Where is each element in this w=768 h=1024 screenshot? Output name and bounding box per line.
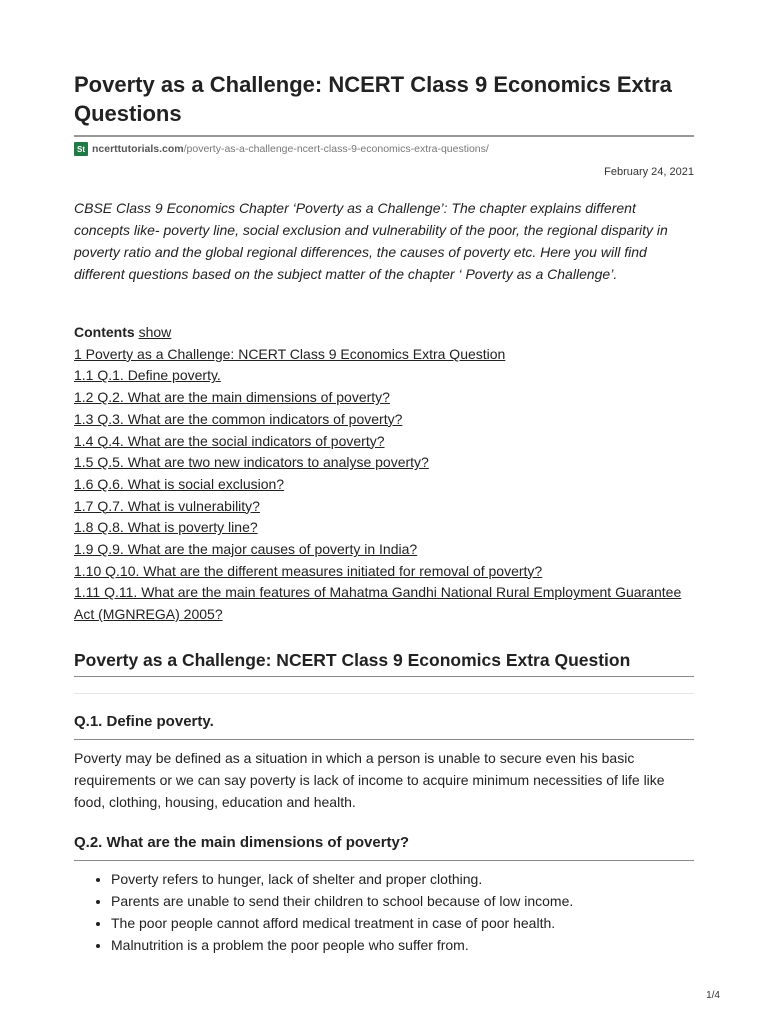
toc-item-1-7[interactable]: 1.7 Q.7. What is vulnerability? — [74, 497, 260, 514]
page-number: 1/4 — [706, 990, 720, 1001]
q2-bullet-list — [74, 868, 731, 956]
list-item: • Parents are unable to send their children to school because of low income. — [111, 890, 731, 912]
q1-heading: Q.1. Define poverty. — [74, 713, 214, 730]
publish-date: February 24, 2021 — [604, 166, 694, 178]
toc-item-1-1[interactable]: 1.1 Q.1. Define poverty. — [74, 367, 221, 384]
toc-item-1[interactable]: 1 Poverty as a Challenge: NCERT Class 9 Economics Extra Question — [74, 345, 506, 362]
source-path: /poverty-as-a-challenge-ncert-class-9-economics-extra-questions/ — [183, 143, 489, 155]
q1-divider — [74, 739, 694, 740]
section-divider — [74, 676, 694, 677]
toc-item-1-2[interactable]: 1.2 Q.2. What are the main dimensions of poverty? — [74, 389, 390, 406]
site-logo-icon: St — [74, 142, 88, 156]
toc-item-1-6[interactable]: 1.6 Q.6. What is social exclusion? — [74, 475, 285, 492]
section-heading: Poverty as a Challenge: NCERT Class 9 Economics Extra Question — [74, 650, 631, 670]
toc-item-1-3[interactable]: 1.3 Q.3. What are the common indicators of poverty? — [74, 410, 403, 427]
contents-show-link[interactable]: show — [138, 324, 172, 340]
intro-paragraph: CBSE Class 9 Economics Chapter ‘Poverty as a Challenge’: The chapter explains different concepts like- poverty line, social exclusion and vulnerability of the poor, the regional disparity in poverty ratio and the global regional differences, the causes of poverty etc. Here you will find different questions based on the subject matter of the chapter ‘ Poverty as a Challenge’. — [74, 200, 668, 282]
toc-list — [74, 344, 694, 626]
table-of-contents — [74, 322, 694, 626]
title-divider — [74, 135, 694, 137]
q2-divider — [74, 860, 694, 861]
toc-item-1-11[interactable]: 1.11 Q.11. What are the main features of Mahatma Gandhi National Rural Employment Guarantee Act (MGNREGA) 2005? — [74, 584, 682, 623]
toc-item-1-4[interactable]: 1.4 Q.4. What are the social indicators of poverty? — [74, 432, 385, 449]
toc-item-1-10[interactable]: 1.10 Q.10. What are the different measures initiated for removal of poverty? — [74, 562, 543, 579]
list-item: • The poor people cannot afford medical treatment in case of poor health. — [111, 912, 731, 934]
toc-item-1-9[interactable]: 1.9 Q.9. What are the major causes of poverty in India? — [74, 541, 418, 558]
list-item: • Malnutrition is a problem the poor people who suffer from. — [111, 934, 731, 956]
page-title: Poverty as a Challenge: NCERT Class 9 Economics Extra Questions — [74, 72, 672, 126]
toc-item-1-8[interactable]: 1.8 Q.8. What is poverty line? — [74, 519, 258, 536]
toc-item-1-5[interactable]: 1.5 Q.5. What are two new indicators to analyse poverty? — [74, 454, 429, 471]
list-item: • Poverty refers to hunger, lack of shelter and proper clothing. — [111, 868, 731, 890]
section-subdivider — [74, 693, 694, 694]
q1-answer: Poverty may be defined as a situation in which a person is unable to secure even his basic requirements or we can say poverty is lack of income to acquire minimum necessities of life like food, clothing, housing, education and health. — [74, 750, 665, 810]
contents-header — [74, 322, 694, 344]
q2-heading: Q.2. What are the main dimensions of poverty? — [74, 834, 410, 851]
source-url[interactable] — [74, 141, 489, 157]
contents-label: Contents — [74, 324, 135, 340]
source-domain: ncerttutorials.com — [92, 143, 184, 155]
